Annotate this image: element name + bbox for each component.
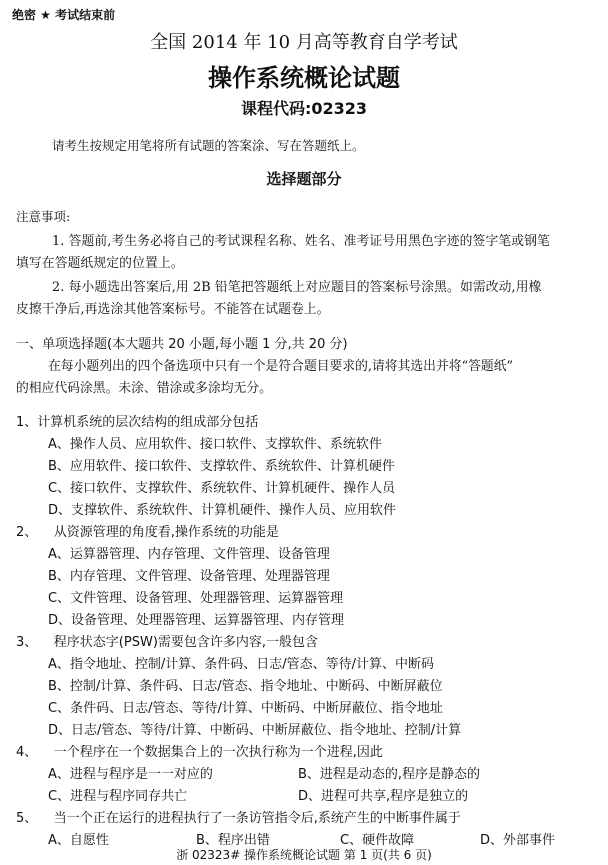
question-5-option-d: D、外部事件 bbox=[480, 833, 556, 848]
note-2-line-2: 皮擦干净后,再选涂其他答案标号。不能答在试题卷上。 bbox=[16, 302, 330, 317]
part1-desc-line-1: 在每小题列出的四个备选项中只有一个是符合题目要求的,请将其选出并将“答题纸” bbox=[48, 359, 514, 374]
page-footer: 浙 02323# 操作系统概论试题 第 1 页(共 6 页) bbox=[176, 848, 432, 862]
question-3-option-d: D、日志/管态、等待/计算、中断码、中断屏蔽位、指令地址、控制/计算 bbox=[48, 723, 462, 738]
section-title: 选择题部分 bbox=[266, 170, 342, 188]
part1-desc-line-2: 的相应代码涂黑。未涂、错涂或多涂均无分。 bbox=[16, 381, 272, 396]
question-4-option-b: B、进程是动态的,程序是静态的 bbox=[298, 767, 481, 782]
question-1-option-a: A、操作人员、应用软件、接口软件、支撑软件、系统软件 bbox=[48, 437, 382, 452]
note-1-line-1: 1. 答题前,考生务必将自己的考试课程名称、姓名、准考证号用黑色字迹的签字笔或钢笔 bbox=[52, 234, 550, 249]
instruction-text: 请考生按规定用笔将所有试题的答案涂、写在答题纸上。 bbox=[52, 138, 365, 153]
paper-title: 操作系统概论试题 bbox=[208, 64, 400, 92]
question-3-stem: 3、 程序状态字(PSW)需要包含许多内容,一般包含 bbox=[16, 635, 319, 650]
question-2-stem: 2、 从资源管理的角度看,操作系统的功能是 bbox=[16, 525, 279, 540]
part1-heading: 一、单项选择题(本大题共 20 小题,每小题 1 分,共 20 分) bbox=[16, 337, 348, 352]
question-2-option-b: B、内存管理、文件管理、设备管理、处理器管理 bbox=[48, 569, 330, 584]
question-3-option-c: C、条件码、日志/管态、等待/计算、中断码、中断屏蔽位、指令地址 bbox=[48, 701, 443, 716]
question-2-option-d: D、设备管理、处理器管理、运算器管理、内存管理 bbox=[48, 613, 345, 628]
question-2-option-a: A、运算器管理、内存管理、文件管理、设备管理 bbox=[48, 547, 330, 562]
question-5-stem: 5、 当一个正在运行的进程执行了一条访管指令后,系统产生的中断事件属于 bbox=[16, 811, 461, 826]
notes-heading: 注意事项: bbox=[16, 209, 71, 224]
question-4-stem: 4、 一个程序在一个数据集合上的一次执行称为一个进程,因此 bbox=[16, 745, 383, 760]
question-1-option-d: D、支撑软件、系统软件、计算机硬件、操作人员、应用软件 bbox=[48, 503, 397, 518]
question-4-option-a: A、进程与程序是一一对应的 bbox=[48, 767, 213, 782]
question-5-option-c: C、硬件故障 bbox=[340, 833, 415, 848]
exam-title: 全国 2014 年 10 月高等教育自学考试 bbox=[150, 32, 458, 53]
question-3-option-b: B、控制/计算、条件码、日志/管态、指令地址、中断码、中断屏蔽位 bbox=[48, 679, 443, 694]
question-4-option-d: D、进程可共享,程序是独立的 bbox=[298, 789, 469, 804]
course-code: 课程代码:02323 bbox=[240, 99, 368, 118]
question-1-stem: 1、计算机系统的层次结构的组成部分包括 bbox=[16, 415, 259, 430]
question-3-option-a: A、指令地址、控制/计算、条件码、日志/管态、等待/计算、中断码 bbox=[48, 657, 435, 672]
question-1-option-b: B、应用软件、接口软件、支撑软件、系统软件、计算机硬件 bbox=[48, 459, 395, 474]
question-1-option-c: C、接口软件、支撑软件、系统软件、计算机硬件、操作人员 bbox=[48, 481, 396, 496]
note-2-line-1: 2. 每小题选出答案后,用 2B 铅笔把答题纸上对应题目的答案标号涂黑。如需改动,用橡 bbox=[52, 280, 542, 295]
note-1-line-2: 填写在答题纸规定的位置上。 bbox=[16, 256, 184, 271]
question-5-option-a: A、自愿性 bbox=[48, 833, 109, 848]
question-5-option-b: B、程序出错 bbox=[196, 833, 270, 848]
question-4-option-c: C、进程与程序同存共亡 bbox=[48, 789, 188, 804]
confidential-mark: 绝密 ★ 考试结束前 bbox=[12, 8, 116, 22]
question-2-option-c: C、文件管理、设备管理、处理器管理、运算器管理 bbox=[48, 591, 344, 606]
